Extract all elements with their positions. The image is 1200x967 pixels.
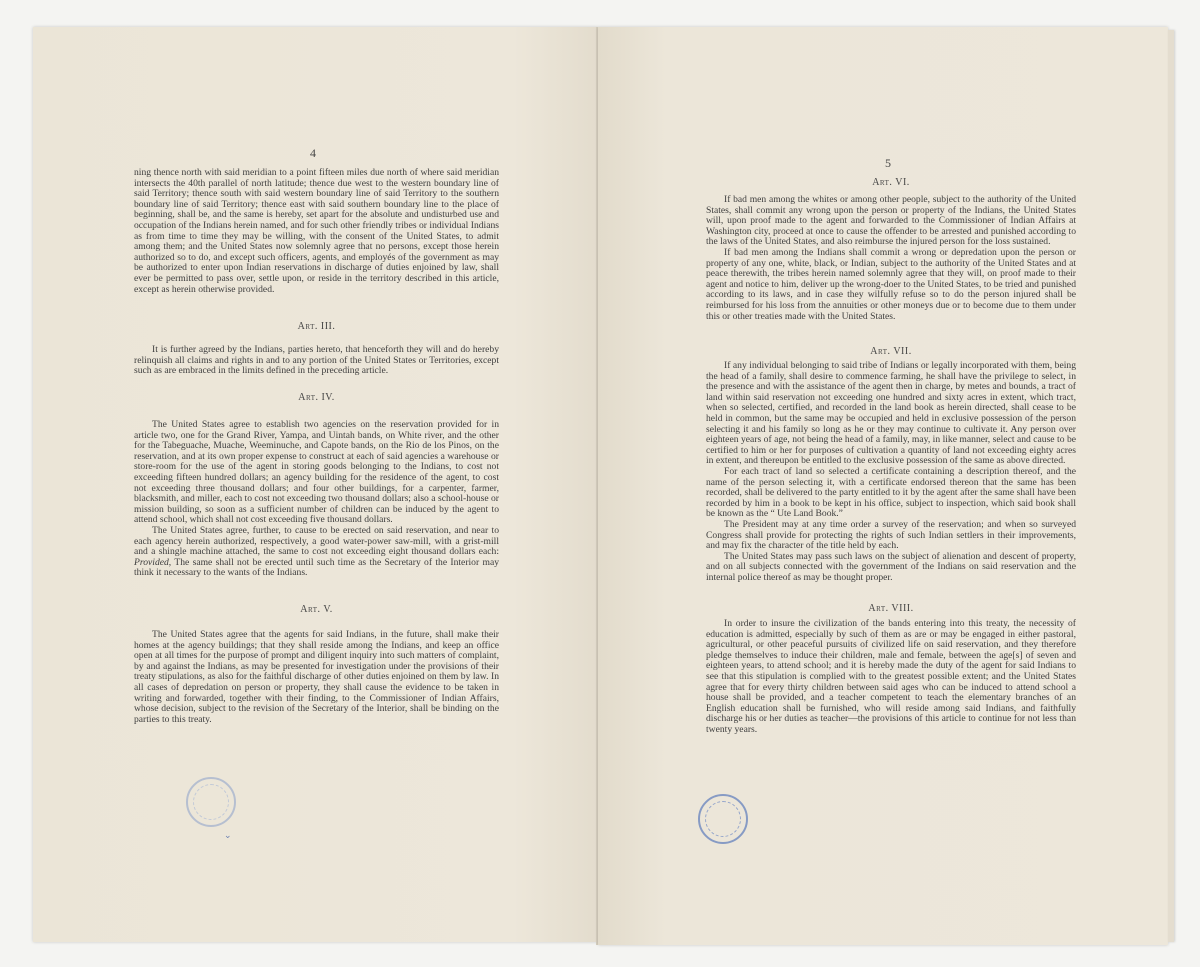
article-4-text (134, 420, 499, 579)
article-5-heading: Art. V. (300, 604, 333, 615)
page-edge (1168, 30, 1174, 942)
paragraph: ning thence north with said meridian to a point fifteen miles due north of where said meridian intersects the 40th parallel of north latitude; thence due west to the western boundary line of said Territory; thence south with said western boundary line of said Territory to the southern boundary line of said Territory; thence east with said southern boundary line to the place of beginning, shall be, and the same is hereby, set apart for the absolute and undisturbed use and occupation of the Indians herein named, and for such other friendly tribes or individual Indians as from time to time they may be willing, with the consent of the United States, to admit among them; and the United States now solemnly agree that no persons, except those herein authorized so to do, and except such officers, agents, and employés of the government as may be authorized to enter upon Indian reservations in discharge of duties enjoined by law, shall ever be permitted to pass over, settle upon, or reside in the territory described in this article, except as herein otherwise provided. (134, 167, 499, 295)
paragraph: It is further agreed by the Indians, parties hereto, that henceforth they will and do hereby relinquish all claims and rights in and to any portion of the United States or Territories, except such as are embraced in the limits defined in the preceding article. (134, 344, 499, 377)
article-7-heading: Art. VII. (870, 346, 912, 357)
article-8-text (706, 619, 1076, 736)
paragraph (134, 526, 499, 579)
paragraph: In order to insure the civilization of the bands entering into this treaty, the necessity of education is admitted, especially by such of them as are or may be engaged in either pastoral, agricultural, or other peaceful pursuits of civilized life on said reservation, and they therefore pledge themselves to induce their children, male and female, between the age[s] of seven and eighteen years, to attend school; and it is hereby made the duty of the agent for said Indians to see that this stipulation is complied with to the greatest possible extent; and the United States agree that for every thirty children between said ages who can be induced to attend school a house shall be provided, and a teacher competent to teach the elementary branches of an English education shall be furnished, who will reside among said Indians, and faithfully discharge his or her duties as teacher—the provisions of this article to continue for not less than twenty years. (706, 618, 1076, 735)
library-stamp-right (698, 794, 748, 844)
article-6-heading: Art. VI. (872, 177, 910, 188)
paragraph: If bad men among the whites or among other people, subject to the authority of the United States, shall commit any wrong upon the person or property of the Indians, the United States will, upon proof made to the agent and forwarded to the Commissioner of Indian Affairs at Washington city, proceed at once to cause the offender to be arrested and punished according to the laws of the United States, and also reimburse the injured person for the loss sustained. (706, 194, 1076, 248)
check-mark-icon: ⌄ (224, 830, 232, 840)
paragraph: If any individual belonging to said tribe of Indians or legally incorporated with them, being the head of a family, shall desire to commence farming, he shall have the privilege to select, in the presence and with the assistance of the agent then in charge, by metes and bounds, a tract of land within said reservation not exceeding one hundred and sixty acres in extent, which tract, when so selected, certified, and recorded in the land book as herein directed, shall cease to be held in common, but the same may be occupied and held in exclusive possession of the person selecting it and his family so long as he or they may continue to cultivate it. Any person over eighteen years of age, not being the head of a family, may, in like manner, select and cause to be certified to him or her for purposes of cultivation a quantity of land not exceeding eighty acres in extent, and thereupon be entitled to the exclusive possession of the same as above directed. (706, 360, 1076, 467)
paragraph: The President may at any time order a survey of the reservation; and when so surveyed Congress shall provide for protecting the rights of such Indian settlers in their improvements, and may fix the character of the title held by each. (706, 518, 1076, 552)
text-run: The United States agree, further, to cause to be erected on said reservation, and near to each agency herein authorized, respectively, a good water-power saw-mill, with a grist-mill and a shingle machine attached, the same to cost not exceeding eight thousand dollars each: (134, 524, 499, 558)
paragraph: The United States may pass such laws on the subject of alienation and descent of property, and on all subjects connected with the government of the Indians on said reservation and the internal police thereof as may be thought proper. (706, 550, 1076, 583)
paragraph: The United States agree to establish two agencies on the reservation provided for in article two, one for the Grand River, Yampa, and Uintah bands, on White river, and the other for the Tabeguache, Muache, Weeminuche, and Capote bands, on the Rio de los Pinos, on the reservation, and at its own proper expense to construct at each of said agencies a warehouse or store-room for the use of the agent in storing goods belonging to the Indians, to cost not exceeding fifteen hundred dollars; an agency building for the residence of the agent, to cost not exceeding three thousand dollars; and four other buildings, for a carpenter, farmer, blacksmith, and miller, each to cost not exceeding two thousand dollars; also a school-house or mission building, so soon as a sufficient number of children can be induced by the agent to attend school, which shall not cost exceeding five thousand dollars. (134, 419, 499, 526)
page-number-right: 5 (885, 156, 891, 170)
article-5-text (134, 630, 499, 725)
article-3-heading: Art. III. (297, 321, 336, 332)
article-8-heading: Art. VIII. (868, 603, 914, 614)
italic-run: Provided, (134, 556, 172, 568)
article-6-text (706, 195, 1076, 322)
paragraph: For each tract of land so selected a certificate containing a description thereof, and the name of the person selecting it, with a certificate endorsed thereon that the same has been recorded, shall be delivered to the party entitled to it by the agent after the same shall have been recorded by him in a book to be kept in his office, subject to inspection, which said book shall be known as the “ Ute Land Book.” (706, 465, 1076, 520)
text-run: The same shall not be erected until such time as the Secretary of the Interior may think it necessary to the wants of the Indians. (134, 556, 499, 579)
paragraph: If bad men among the Indians shall commit a wrong or depredation upon the person or property of any one, white, black, or Indian, subject to the authority of the United States and at peace therewith, the tribes herein named solemnly agree that they will, on proof made to their agent and notice to him, deliver up the wrong-doer to the United States, to be tried and punished according to its laws, and in case they wilfully refuse so to do the person injured shall be reimbursed for his loss from the annuities or other moneys due or to become due to them under this or other treaties made with the United States. (706, 246, 1076, 322)
paragraph: The United States agree that the agents for said Indians, in the future, shall make their homes at the agency buildings; that they shall reside among the Indians, and keep an office open at all times for the purpose of prompt and diligent inquiry into such matters of complaint, by and against the Indians, as may be presented for investigation under the provisions of their treaty stipulations, as also for the faithful discharge of other duties enjoined on them by law. In all cases of depredation on person or property, they shall cause the evidence to be taken in writing and forwarded, together with their finding, to the Commissioner of Indian Affairs, whose decision, subject to the revision of the Secretary of the Interior, shall be binding on the parties to this treaty. (134, 629, 499, 725)
article-7-text (706, 361, 1076, 583)
article-3-text (134, 345, 499, 377)
library-stamp-left (186, 777, 236, 827)
article-two-continuation (134, 168, 499, 295)
article-4-heading: Art. IV. (298, 392, 335, 403)
page-number-left: 4 (310, 146, 316, 160)
